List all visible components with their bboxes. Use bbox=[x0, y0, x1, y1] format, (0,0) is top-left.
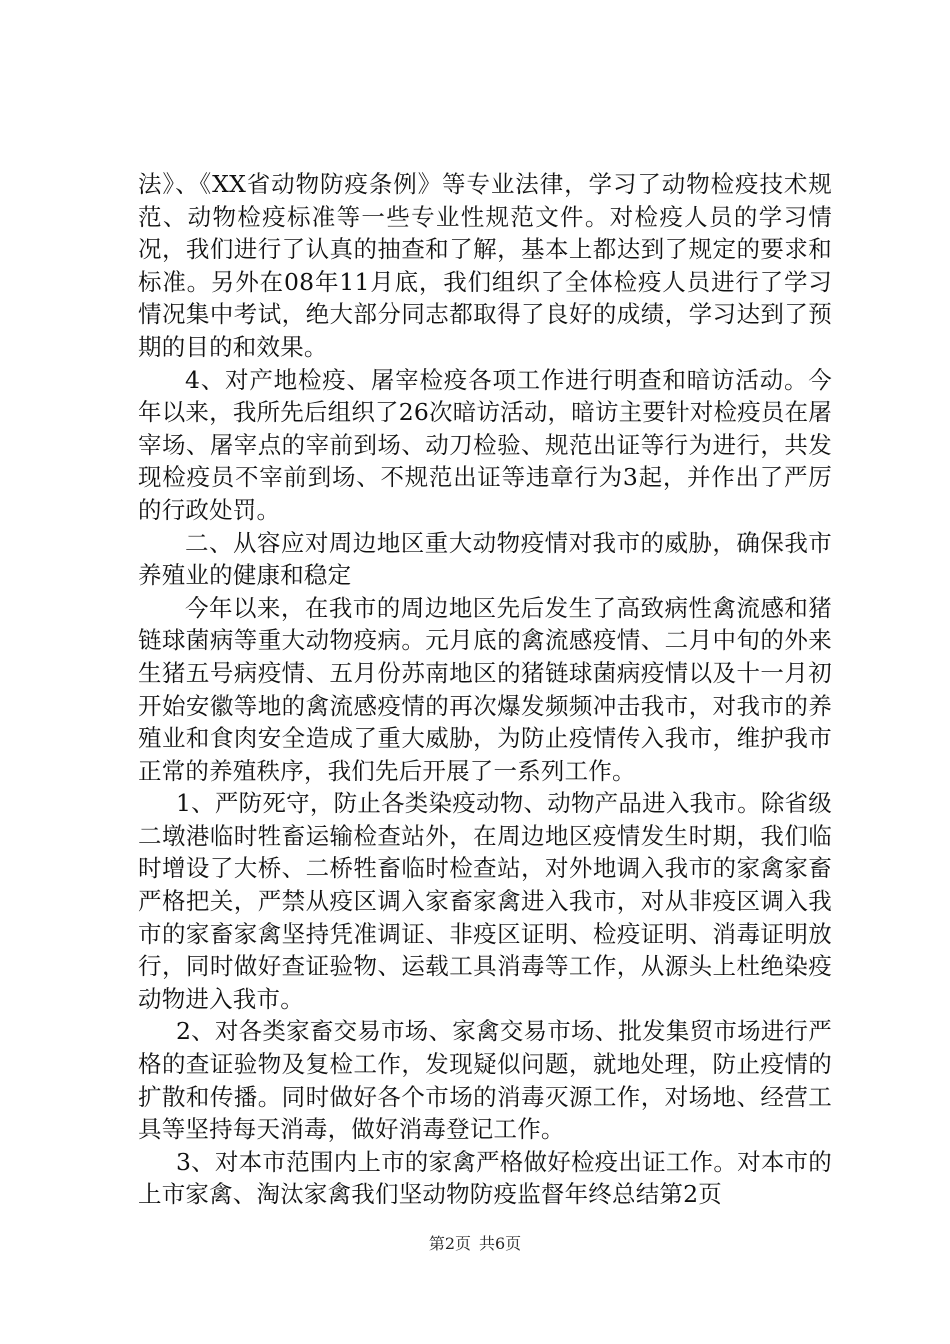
paragraph-poultry-certification: 3、对本市范围内上市的家禽严格做好检疫出证工作。对本市的上市家禽、淘汰家禽我们坚动物防疫监督年终总结第2页 bbox=[138, 1147, 832, 1209]
document-body bbox=[138, 168, 832, 1211]
page-total: 共6页 bbox=[479, 1234, 522, 1253]
page-footer bbox=[0, 1234, 950, 1254]
paragraph-checkpoints: 1、严防死守，防止各类染疫动物、动物产品进入我市。除省级二墩港临时牲畜运输检查站外，在周边地区疫情发生时期，我们临时增设了大桥、二桥牲畜临时检查站，对外地调入我市的家禽家畜严格把关，严禁从疫区调入家畜家禽进入我市，对从非疫区调入我市的家畜家禽坚持凭准调证、非疫区证明、检疫证明、消毒证明放行，同时做好查证验物、运载工具消毒等工作，从源头上杜绝染疫动物进入我市。 bbox=[138, 789, 832, 1013]
paragraph-market-inspection: 2、对各类家畜交易市场、家禽交易市场、批发集贸市场进行严格的查证验物及复检工作，发现疑似问题，就地处理，防止疫情的扩散和传播。同时做好各个市场的消毒灭源工作，对场地、经营工具等坚持每天消毒，做好消毒登记工作。 bbox=[138, 1017, 832, 1144]
section-heading-epidemic-response: 二、从容应对周边地区重大动物疫情对我市的威胁，确保我市养殖业的健康和稳定 bbox=[138, 528, 832, 590]
paragraph-epidemic-background: 今年以来，在我市的周边地区先后发生了高致病性禽流感和猪链球菌病等重大动物疫病。元月底的禽流感疫情、二月中旬的外来生猪五号病疫情、五月份苏南地区的猪链球菌病疫情以及十一月初开始安徽等地的禽流感疫情的再次爆发频频冲击我市，对我市的养殖业和食肉安全造成了重大威胁，为防止疫情传入我市，维护我市正常的养殖秩序，我们先后开展了一系列工作。 bbox=[138, 593, 832, 785]
paragraph-inspection-visits: 4、对产地检疫、屠宰检疫各项工作进行明查和暗访活动。今年以来，我所先后组织了26次暗访活动，暗访主要针对检疫员在屠宰场、屠宰点的宰前到场、动刀检验、规范出证等行为进行，共发现检疫员不宰前到场、不规范出证等违章行为3起，并作出了严厉的行政处罚。 bbox=[138, 365, 832, 524]
page-number: 第2页 bbox=[428, 1234, 471, 1253]
paragraph-study-results: 法》、《XX省动物防疫条例》等专业法律，学习了动物检疫技术规范、动物检疫标准等一些专业性规范文件。对检疫人员的学习情况，我们进行了认真的抽查和了解，基本上都达到了规定的要求和标准。另外在08年11月底，我们组织了全体检疫人员进行了学习情况集中考试，绝大部分同志都取得了良好的成绩，学习达到了预期的目的和效果。 bbox=[138, 170, 832, 361]
